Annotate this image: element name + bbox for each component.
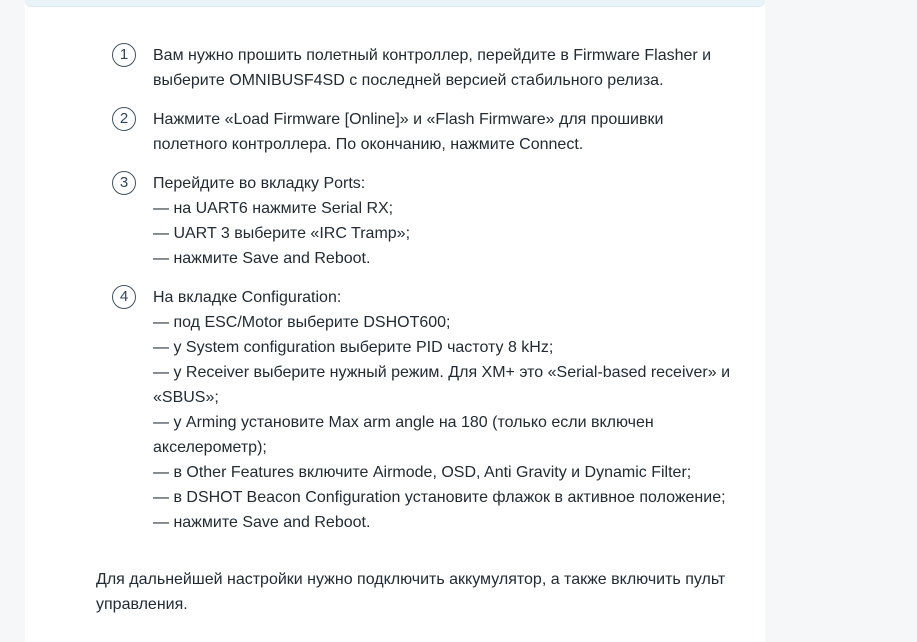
step-text: Нажмите «Load Firmware [Online]» и «Flash Firmware» для прошивки полетного контроллера. По окончанию, нажмите Connect. [153, 111, 664, 153]
step-item [112, 171, 772, 271]
top-info-banner [25, 0, 765, 7]
step-heading: Перейдите во вкладку Ports: [153, 175, 366, 192]
step-item [112, 43, 772, 93]
step-subitem: — на UART6 нажмите Serial RX; [153, 200, 394, 217]
step-item [112, 107, 772, 157]
step-number-badge: 1 [112, 43, 136, 67]
step-subitem: — у System configuration выберите PID частоту 8 kHz; [153, 339, 554, 356]
closing-paragraph: Для дальнейшей настройки нужно подключить аккумулятор, а также включить пульт управления. [96, 571, 726, 613]
step-number-badge: 4 [112, 285, 136, 309]
step-subitem: — нажмите Save and Reboot. [153, 250, 371, 267]
step-subitem: — в DSHOT Beacon Configuration установите флажок в активное положение; [153, 489, 726, 506]
step-item [112, 285, 772, 535]
step-number-badge: 2 [112, 107, 136, 131]
step-heading: На вкладке Configuration: [153, 289, 342, 306]
step-text: Вам нужно прошить полетный контроллер, перейдите в Firmware Flasher и выберите OMNIBUSF4SD с последней версией стабильного релиза. [153, 47, 712, 89]
step-number-badge: 3 [112, 171, 136, 195]
step-subitem: — UART 3 выберите «IRC Tramp»; [153, 225, 411, 242]
setup-steps-list [112, 43, 772, 549]
step-subitem: — у Arming установите Max arm angle на 180 (только если включен акселерометр); [153, 414, 654, 456]
step-subitem: — у Receiver выберите нужный режим. Для XM+ это «Serial-based receiver» и «SBUS»; [153, 364, 730, 406]
step-subitem: — под ESC/Motor выберите DSHOT600; [153, 314, 451, 331]
step-subitem: — в Other Features включите Airmode, OSD, Anti Gravity и Dynamic Filter; [153, 464, 692, 481]
step-subitem: — нажмите Save and Reboot. [153, 514, 371, 531]
